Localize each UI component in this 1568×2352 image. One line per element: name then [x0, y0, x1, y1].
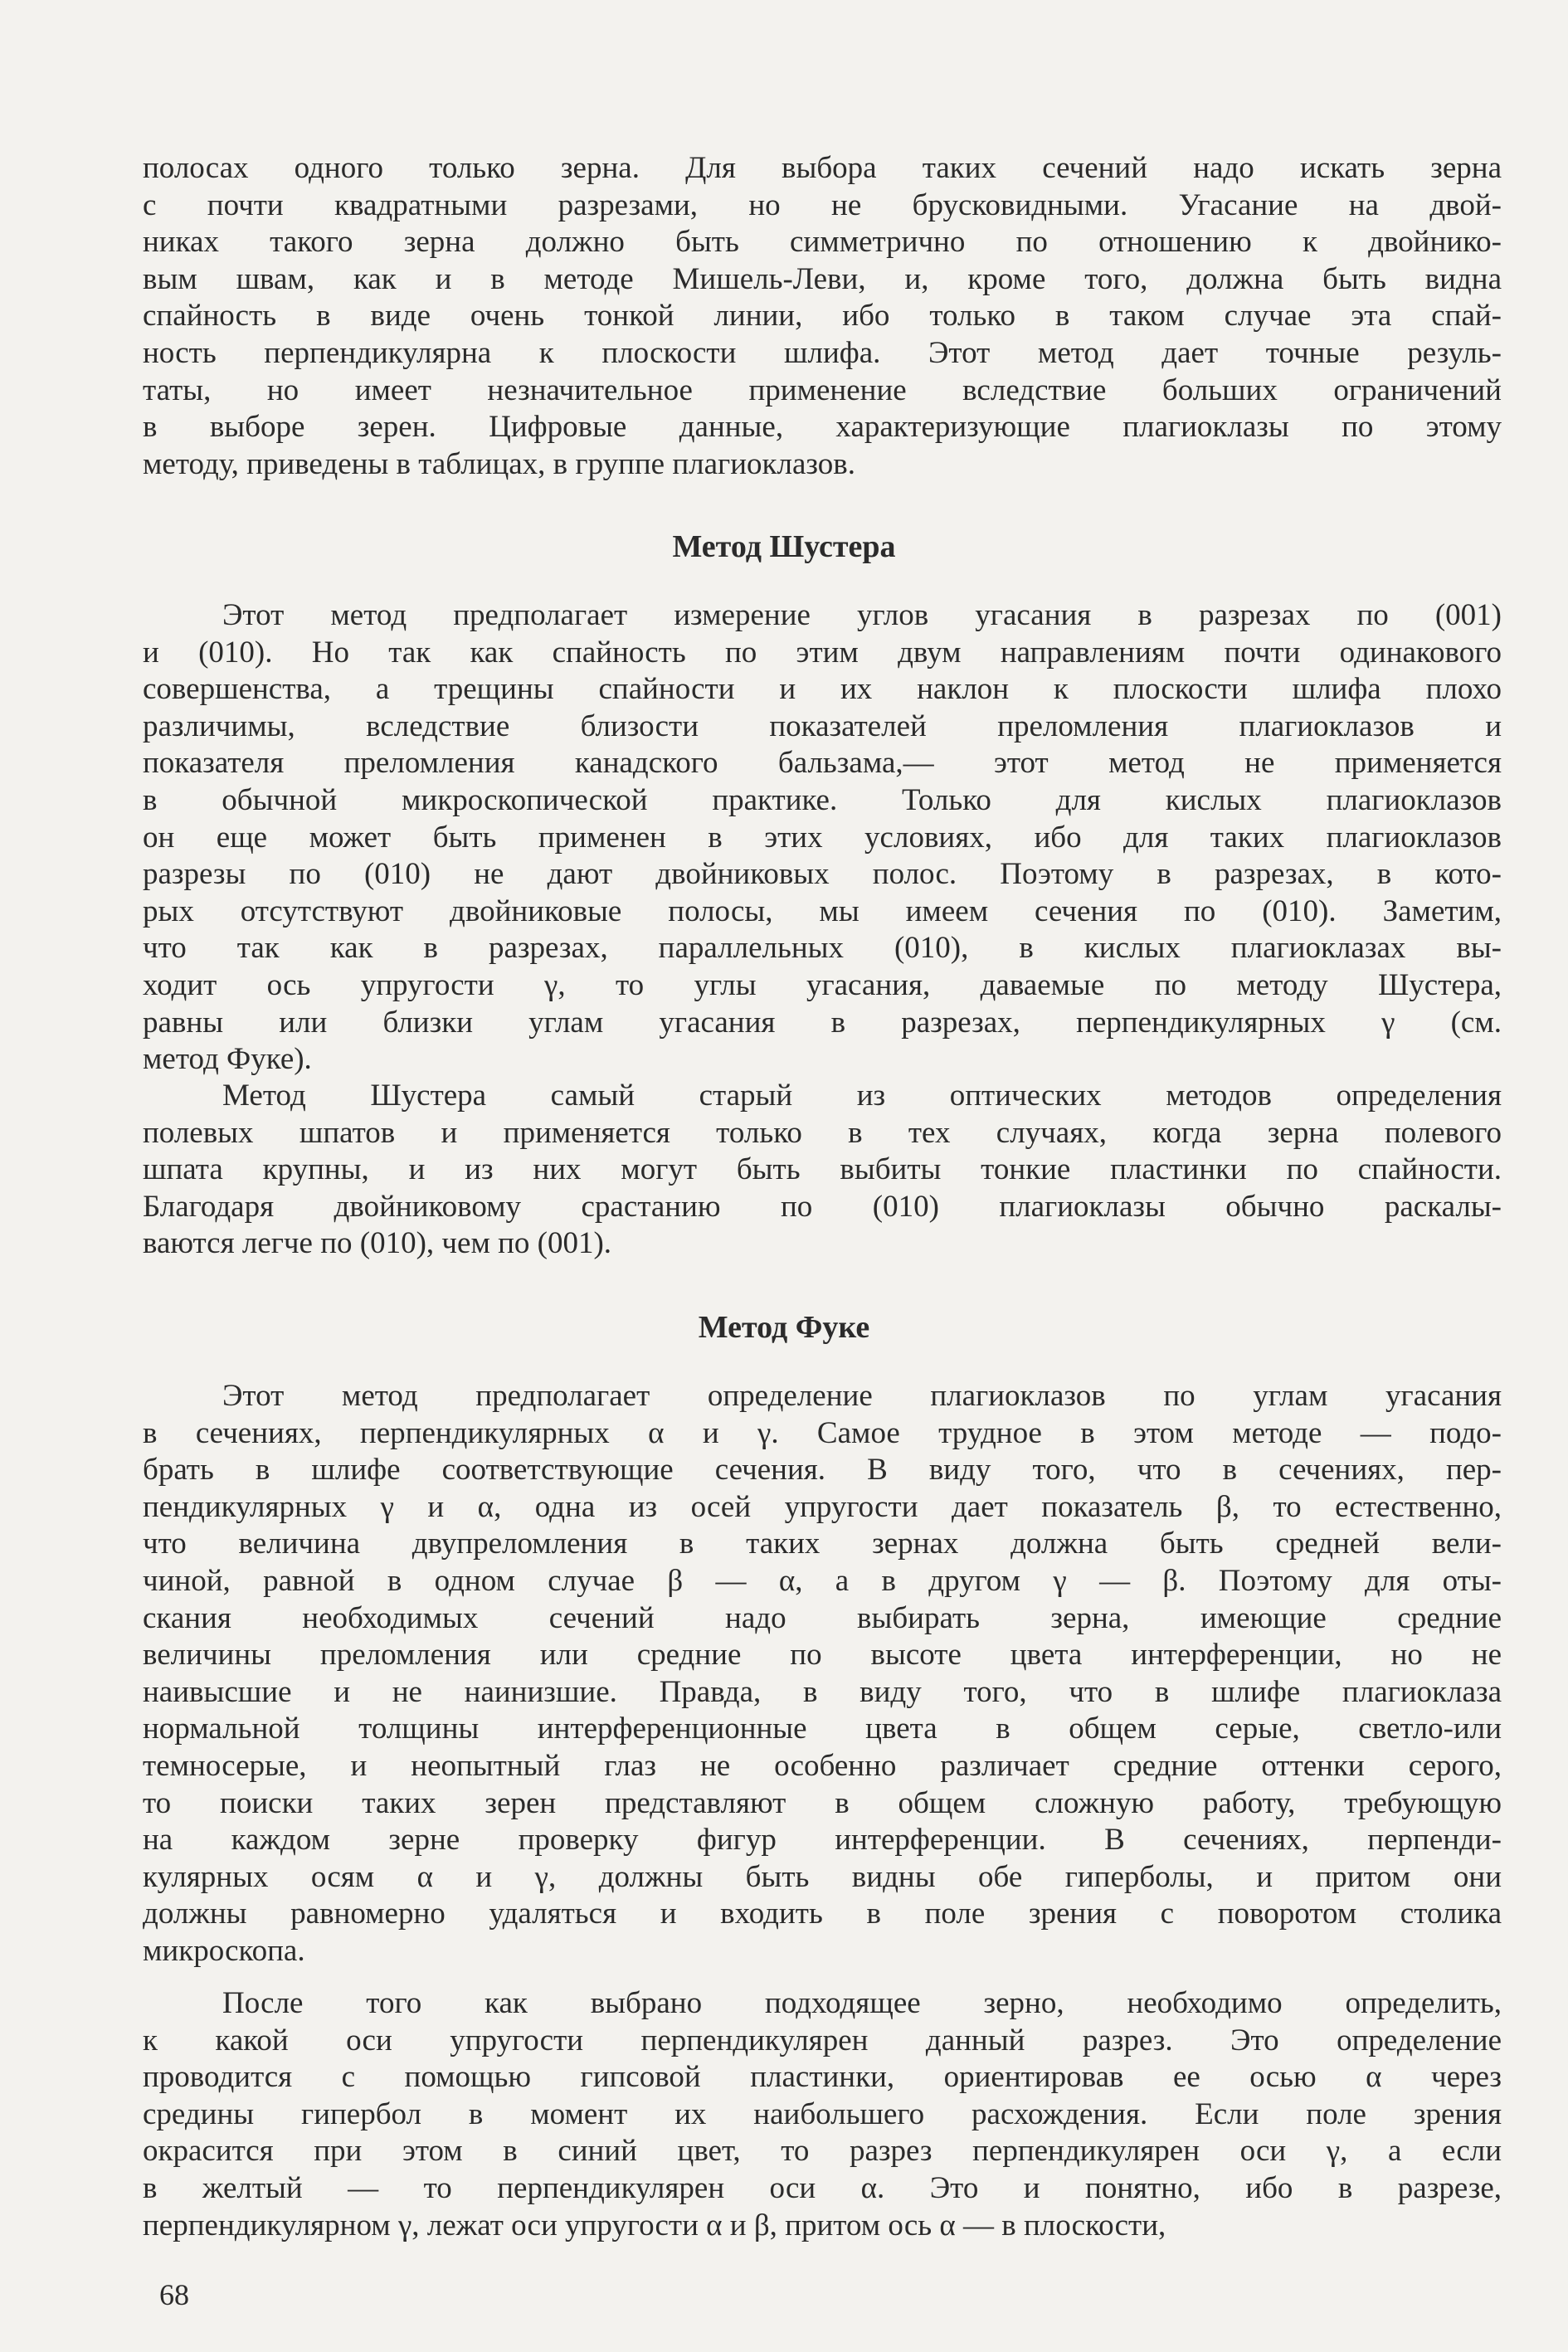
- text-line: темносерые, и неопытный глаз не особенно различает средние оттенки серого,: [143, 1748, 1502, 1783]
- text-line: в сечениях, перпендикулярных α и γ. Самое трудное в этом методе — подо-: [143, 1415, 1502, 1450]
- text-line: к какой оси упругости перпендикулярен данный разрез. Это определение: [143, 2023, 1502, 2057]
- text-line: совершенства, а трещины спайности и их наклон к плоскости шлифа плохо: [143, 672, 1502, 707]
- paragraph-schuster-oldest: [143, 1078, 1502, 1263]
- text-line: полосах одного только зерна. Для выбора таких сечений надо искать зерна: [143, 151, 1502, 185]
- text-line: метод Фуке).: [143, 1042, 312, 1077]
- text-line: полевых шпатов и применяется только в тех случаях, когда зерна полевого: [143, 1115, 1502, 1150]
- text-line: чиной, равной в одном случае β — α, а в другом γ — β. Поэтому для оты-: [143, 1563, 1502, 1598]
- text-line: рых отсутствуют двойниковые полосы, мы имеем сечения по (010). Заметим,: [143, 894, 1502, 928]
- section-heading-fouque: Метод Фуке: [698, 1310, 870, 1345]
- section-heading-schuster: Метод Шустера: [672, 529, 896, 564]
- text-line: должны равномерно удаляться и входить в поле зрения с поворотом столика: [143, 1897, 1502, 1931]
- text-line: кулярных осям α и γ, должны быть видны обе гиперболы, и притом они: [143, 1859, 1502, 1894]
- text-line: различимы, вследствие близости показателей преломления плагиоклазов и: [143, 709, 1502, 743]
- text-line: то поиски таких зерен представляют в общем сложную работу, требующую: [143, 1785, 1502, 1820]
- text-line: средины гипербол в момент их наибольшего расхождения. Если поле зрения: [143, 2096, 1502, 2131]
- text-line: разрезы по (010) не дают двойниковых полос. Поэтому в разрезах, в кото-: [143, 857, 1502, 892]
- text-line: Благодаря двойниковому срастанию по (010) плагиоклазы обычно раскалы-: [143, 1189, 1502, 1224]
- text-line: ходит ось упругости γ, то углы угасания, даваемые по методу Шустера,: [143, 967, 1502, 1002]
- text-line: брать в шлифе соответствующие сечения. В виду того, что в сечениях, пер-: [143, 1453, 1502, 1488]
- paragraph-continuation: [143, 150, 1502, 483]
- text-line: никах такого зерна должно быть симметрично по отношению к двойнико-: [143, 225, 1502, 260]
- text-line: в обычной микроскопической практике. Только для кислых плагиоклазов: [143, 782, 1502, 817]
- text-line: шпата крупны, и из них могут быть выбиты тонкие пластинки по спайности.: [143, 1152, 1502, 1187]
- paragraph-schuster-intro: [143, 597, 1502, 1079]
- text-line: нормальной толщины интерференционные цвета в общем серые, светло-или: [143, 1712, 1502, 1746]
- text-line: с почти квадратными разрезами, но не брусковидными. Угасание на двой-: [143, 187, 1502, 222]
- text-line: спайность в виде очень тонкой линии, ибо только в таком случае эта спай-: [143, 299, 1502, 334]
- text-line: пендикулярных γ и α, одна из осей упругости дает показатель β, то естественно,: [143, 1489, 1502, 1524]
- text-line: перпендикулярном γ, лежат оси упругости α и β, притом ось α — в плоскости,: [143, 2208, 1166, 2242]
- text-line: ваются легче по (010), чем по (001).: [143, 1226, 612, 1261]
- text-line: проводится с помощью гипсовой пластинки, ориентировав ее осью α через: [143, 2060, 1502, 2095]
- text-line: наивысшие и не наинизшие. Правда, в виду того, что в шлифе плагиоклаза: [143, 1674, 1502, 1709]
- text-line: он еще может быть применен в этих условиях, ибо для таких плагиоклазов: [143, 820, 1502, 855]
- text-line: скания необходимых сечений надо выбирать зерна, имеющие средние: [143, 1600, 1502, 1635]
- text-line: в выборе зерен. Цифровые данные, характеризующие плагиоклазы по этому: [143, 410, 1502, 445]
- text-line: Этот метод предполагает определение плагиоклазов по углам угасания: [222, 1379, 1502, 1413]
- text-line: вым швам, как и в методе Мишель-Леви, и, кроме того, должна быть видна: [143, 261, 1502, 296]
- text-line: равны или близки углам угасания в разрезах, перпендикулярных γ (см.: [143, 1005, 1502, 1040]
- paragraph-fouque-gypsum: [143, 1985, 1502, 2244]
- page-number: 68: [159, 2278, 189, 2311]
- text-line: окрасится при этом в синий цвет, то разрез перпендикулярен оси γ, а если: [143, 2134, 1502, 2169]
- text-line: микроскопа.: [143, 1933, 305, 1968]
- text-line: что величина двупреломления в таких зернах должна быть средней вели-: [143, 1527, 1502, 1561]
- text-line: что так как в разрезах, параллельных (010), в кислых плагиоклазах вы-: [143, 931, 1502, 966]
- text-line: методу, приведены в таблицах, в группе плагиоклазов.: [143, 446, 856, 481]
- text-line: Метод Шустера самый старый из оптических методов определения: [222, 1079, 1502, 1113]
- text-line: и (010). Но так как спайность по этим двум направлениям почти одинакового: [143, 635, 1502, 670]
- text-line: ность перпендикулярна к плоскости шлифа. Этот метод дает точные резуль-: [143, 335, 1502, 370]
- text-line: показателя преломления канадского бальзама,— этот метод не применяется: [143, 746, 1502, 781]
- paragraph-fouque-intro: [143, 1378, 1502, 1970]
- text-line: величины преломления или средние по высоте цвета интерференции, но не: [143, 1638, 1502, 1673]
- text-line: на каждом зерне проверку фигур интерференции. В сечениях, перпенди-: [143, 1823, 1502, 1858]
- text-line: таты, но имеет незначительное применение вследствие больших ограничений: [143, 373, 1502, 407]
- text-line: в желтый — то перпендикулярен оси α. Это и понятно, ибо в разрезе,: [143, 2170, 1502, 2205]
- text-line: После того как выбрано подходящее зерно, необходимо определить,: [222, 1986, 1502, 2020]
- text-line: Этот метод предполагает измерение углов угасания в разрезах по (001): [222, 598, 1502, 632]
